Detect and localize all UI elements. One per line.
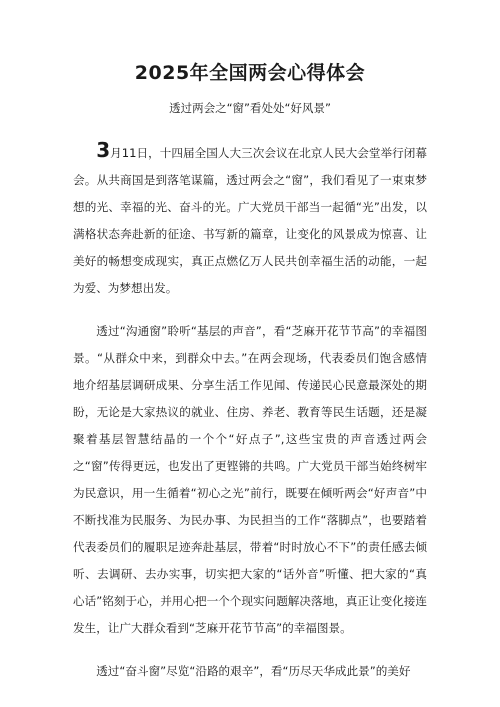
document-subtitle: 透过两会之“窗”看处处“好风景” xyxy=(169,101,331,115)
paragraph-3: 透过“奋斗窗”尽览“沿路的艰辛”，看“历尽天华成此景”的美好 xyxy=(96,664,411,678)
paragraph-1-lead-digit: 3 xyxy=(96,138,111,162)
paragraph-1-text: 月11日，十四届全国人大三次会议在北京人民大会堂举行闭幕会。从共商国是到落笔谋篇，透过两会之“窗”，我们看见了一束束梦想的光、幸福的光、奋斗的光。广大党员干部当一起循“光”出发，以满格状态奔赴新的征途、书写新的篇章，让变化的风景成为惊喜、让美好的畅想变成现实，真正点燃亿万人民共创幸福生活的动能，一起为爱、为梦想出发。 xyxy=(73,146,427,295)
document-title: 2025年全国两会心得体会 xyxy=(134,62,366,84)
document-body xyxy=(0,140,500,685)
paragraph-2: 透过“沟通窗”聆听“基层的声音”，看“芝麻开花节节高”的幸福图景。“从群众中来，到群众中去。”在两会现场，代表委员们饱含感情地介绍基层调研成果、分享生活工作见闻、传递民心民意最深处的期盼，无论是大家热议的就业、住房、养老、教育等民生话题，还是凝聚着基层智慧结晶的一个个“好点子”,这些宝贵的声音透过两会之“窗”传得更远，也发出了更铿锵的共鸣。广大党员干部当始终树牢为民意识，用一生循着“初心之光”前行，既要在倾听两会“好声音”中不断找准为民服务、为民办事、为民担当的工作“落脚点”，也要踏着代表委员们的履职足迹奔赴基层，带着“时时放心不下”的责任感去倾听、去调研、去办实事，切实把大家的“话外音”听懂、把大家的“真心话”铭刻于心，并用心把一个个现实问题解决落地，真正让变化接连发生，让广大群众看到“芝麻开花节节高”的幸福图景。 xyxy=(73,324,427,635)
paragraph-1 xyxy=(73,140,427,302)
